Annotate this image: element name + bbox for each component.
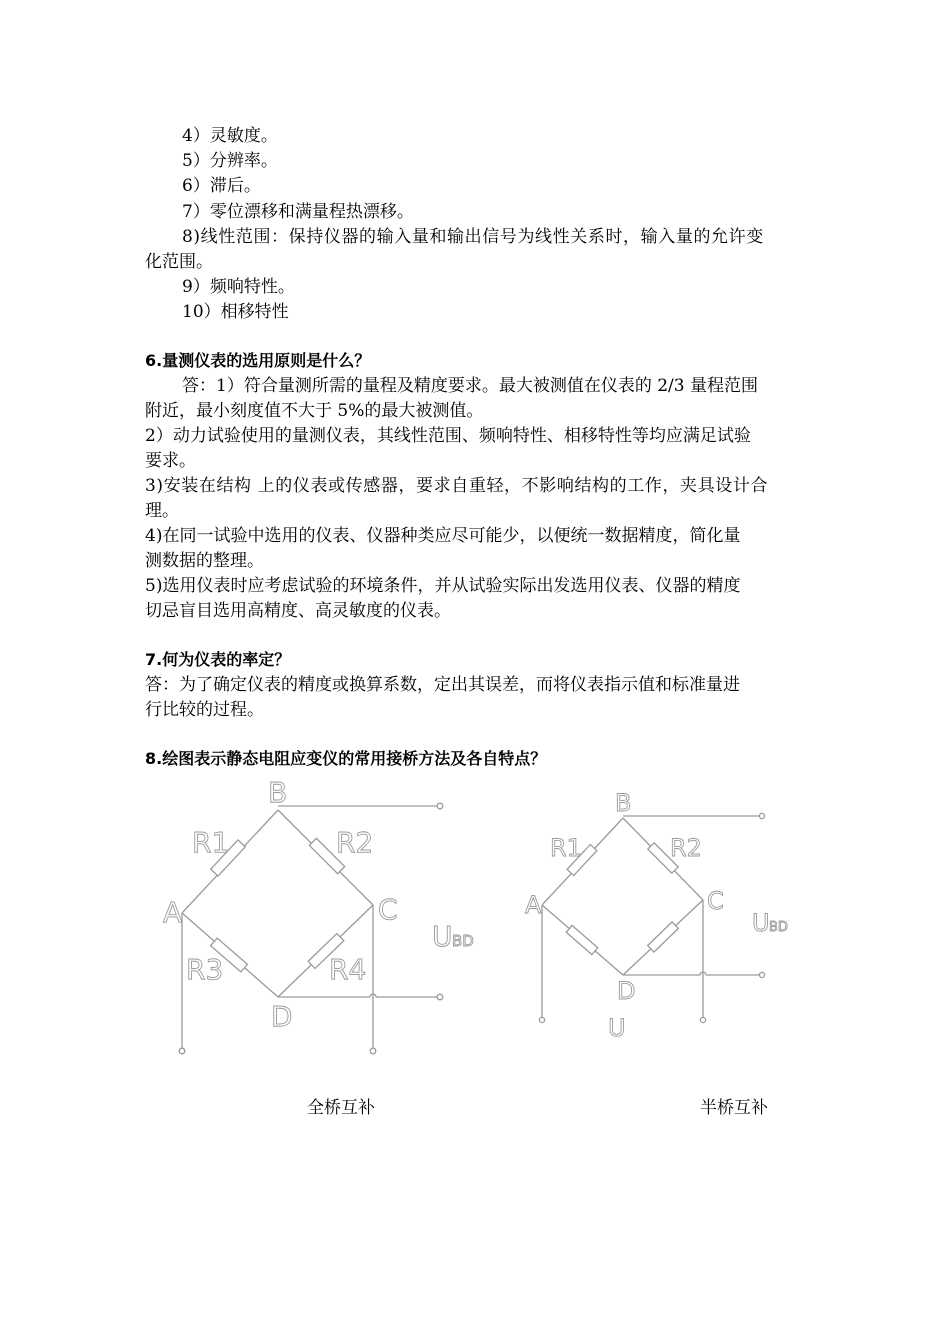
full-label-u: U [432, 920, 453, 953]
list-item-linear-range: 8)线性范围：保持仪器的输入量和输出信号为线性关系时，输入量的允许变 [182, 227, 764, 247]
list-item-linear-range-cont: 化范围。 [145, 252, 213, 272]
q6-line-1: 答：1）符合量测所需的量程及精度要求。最大被测值在仪表的 2/3 量程范围 [182, 376, 758, 396]
full-label-b: B [268, 776, 288, 809]
full-label-d: D [271, 1000, 293, 1033]
full-label-r2: R2 [336, 826, 374, 859]
half-label-d: D [617, 977, 636, 1005]
full-label-r4: R4 [329, 953, 367, 986]
list-item-resolution: 5）分辨率。 [182, 151, 278, 171]
half-resistor-r4 [648, 922, 679, 952]
full-label-r3: R3 [186, 953, 224, 986]
half-label-u: U [752, 909, 770, 937]
q6-line-10: 切忌盲目选用高精度、高灵敏度的仪表。 [145, 601, 451, 621]
half-label-r1: R1 [550, 834, 582, 862]
list-item-frequency-response: 9）频响特性。 [182, 277, 295, 297]
half-label-c: C [707, 887, 724, 915]
full-label-a: A [163, 896, 183, 929]
list-item-drift: 7）零位漂移和满量程热漂移。 [182, 202, 414, 222]
half-label-r2: R2 [670, 834, 702, 862]
list-item-hysteresis: 6）滞后。 [182, 176, 261, 196]
q6-line-5: 3)安装在结构 上的仪表或传感器，要求自重轻，不影响结构的工作，夹具设计合 [145, 476, 769, 496]
caption-half-bridge: 半桥互补 [700, 1098, 768, 1118]
q6-heading: 6.量测仪表的选用原则是什么？ [145, 351, 371, 370]
half-label-bd: BD [769, 920, 788, 935]
caption-full-bridge: 全桥互补 [307, 1098, 375, 1118]
q6-line-6: 理。 [145, 501, 179, 521]
q6-line-3: 2）动力试验使用的量测仪表，其线性范围、频响特性、相移特性等均应满足试验 [145, 426, 751, 446]
q6-line-2: 附近，最小刻度值不大于 5%的最大被测值。 [145, 401, 484, 421]
q8-heading: 8.绘图表示静态电阻应变仪的常用接桥方法及各自特点？ [145, 749, 547, 768]
half-label-supply: U [608, 1014, 626, 1042]
q6-line-8: 测数据的整理。 [145, 551, 264, 571]
full-label-c: C [378, 893, 398, 926]
q7-heading: 7.何为仪表的率定？ [145, 650, 291, 669]
half-label-b: B [615, 789, 632, 817]
q6-line-7: 4)在同一试验中选用的仪表、仪器种类应尽可能少，以便统一数据精度，简化量 [145, 526, 741, 546]
q6-line-4: 要求。 [145, 451, 196, 471]
half-label-a: A [525, 891, 542, 919]
full-label-bd: BD [452, 932, 474, 950]
q7-line-1: 答：为了确定仪表的精度或换算系数，定出其误差，而将仪表指示值和标准量进 [145, 675, 740, 695]
q6-line-9: 5)选用仪表时应考虑试验的环境条件，并从试验实际出发选用仪表、仪器的精度 [145, 576, 741, 596]
half-resistor-r3 [566, 925, 598, 954]
full-label-r1: R1 [192, 826, 230, 859]
list-item-sensitivity: 4）灵敏度。 [182, 126, 278, 146]
list-item-phase-shift: 10）相移特性 [182, 302, 289, 322]
q7-line-2: 行比较的过程。 [145, 700, 264, 720]
